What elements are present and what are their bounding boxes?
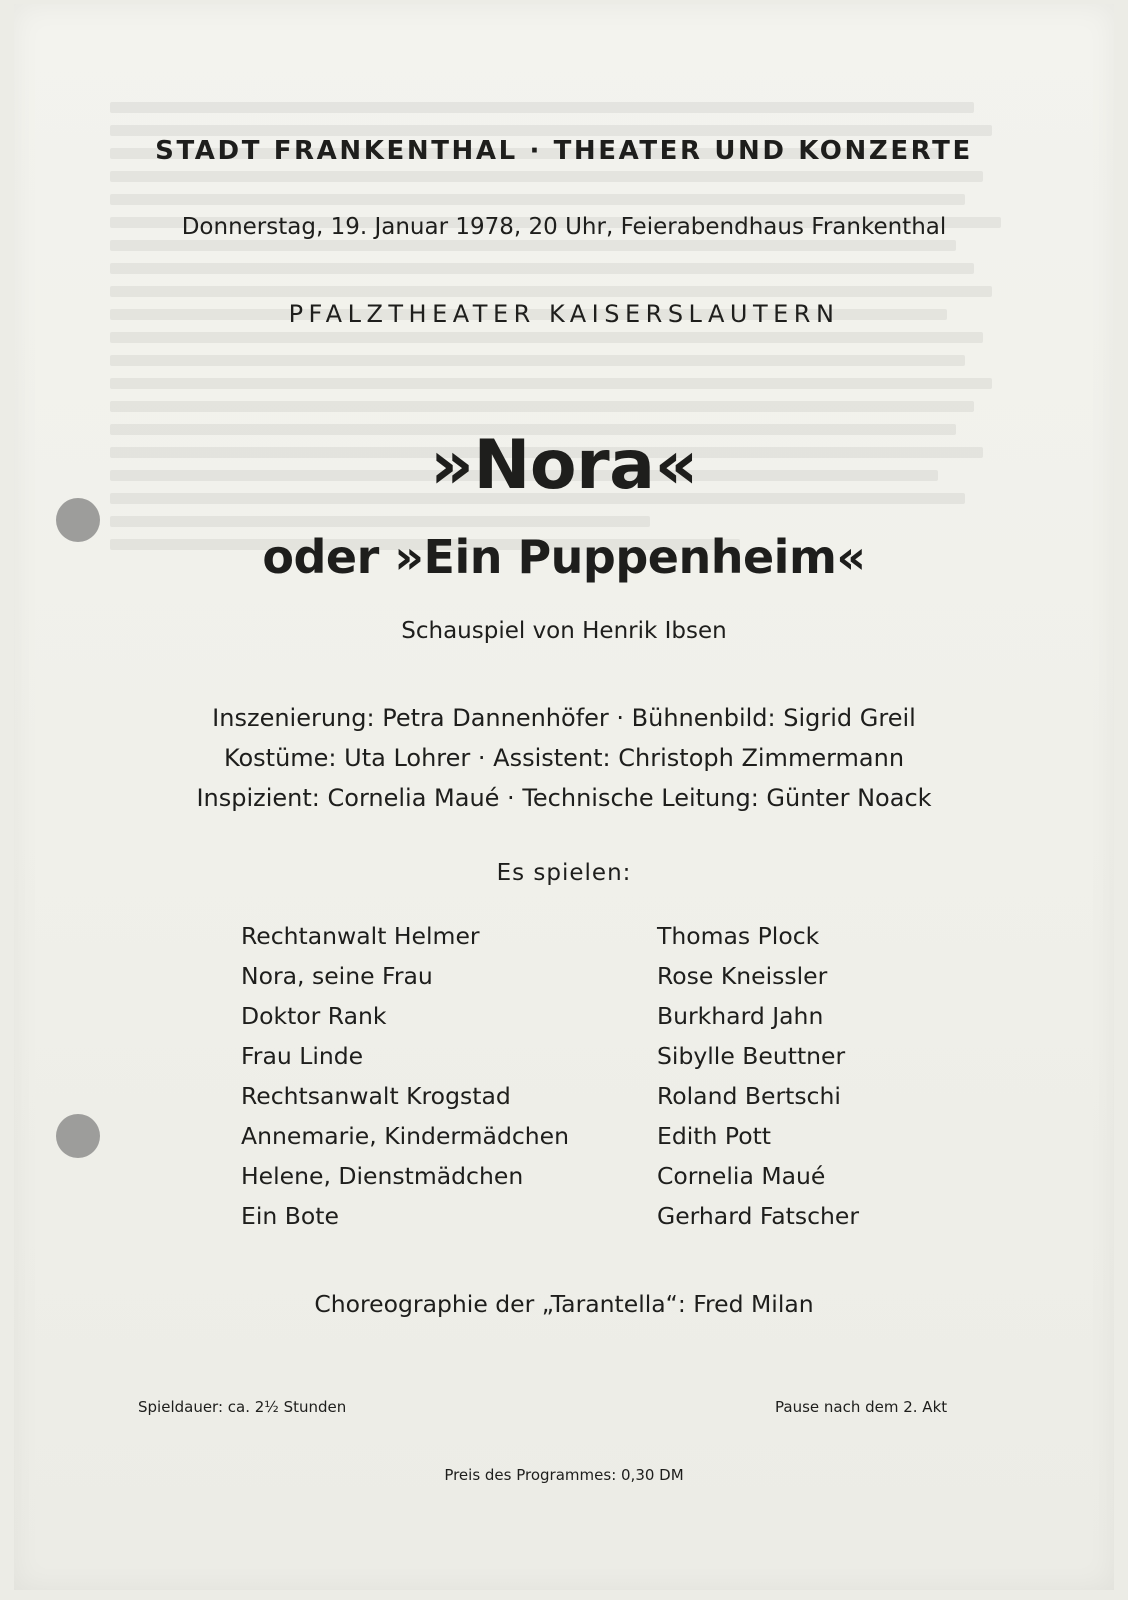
cast-actor: Sibylle Beuttner — [657, 1042, 846, 1070]
cast-actor: Edith Pott — [657, 1122, 772, 1150]
company-name: PFALZTHEATER KAISERSLAUTERN — [288, 300, 840, 328]
cast-heading: Es spielen: — [496, 860, 632, 886]
duration-note: Spieldauer: ca. 2½ Stunden — [138, 1398, 347, 1416]
pause-note: Pause nach dem 2. Akt — [775, 1398, 948, 1416]
performance-date: Donnerstag, 19. Januar 1978, 20 Uhr, Feierabendhaus Frankenthal — [181, 214, 947, 240]
cast-actor: Roland Bertschi — [657, 1082, 841, 1110]
cast-role: Frau Linde — [241, 1042, 364, 1070]
cast-role: Ein Bote — [241, 1202, 339, 1230]
cast-role: Annemarie, Kindermädchen — [241, 1122, 570, 1150]
author-line: Schauspiel von Henrik Ibsen — [401, 618, 727, 644]
cast-actor: Gerhard Fatscher — [657, 1202, 859, 1230]
credit-line: Kostüme: Uta Lohrer · Assistent: Christoph Zimmermann — [223, 744, 905, 772]
cast-actor: Cornelia Maué — [657, 1162, 826, 1190]
cast-role: Rechtsanwalt Krogstad — [241, 1082, 511, 1110]
cast-role: Doktor Rank — [241, 1002, 387, 1030]
cast-role: Nora, seine Frau — [241, 962, 433, 990]
cast-actor: Burkhard Jahn — [657, 1002, 824, 1030]
credit-line: Inszenierung: Petra Dannenhöfer · Bühnenbild: Sigrid Greil — [212, 704, 916, 732]
cast-actor: Rose Kneissler — [657, 962, 828, 990]
credit-line: Inspizient: Cornelia Maué · Technische Leitung: Günter Noack — [196, 784, 932, 812]
cast-role: Rechtanwalt Helmer — [241, 922, 480, 950]
play-title: »Nora« — [430, 426, 698, 505]
header-title: STADT FRANKENTHAL · THEATER UND KONZERTE — [155, 136, 973, 166]
program-price: Preis des Programmes: 0,30 DM — [444, 1466, 684, 1484]
choreography-credit: Choreographie der „Tarantella“: Fred Milan — [314, 1290, 814, 1318]
play-subtitle: oder »Ein Puppenheim« — [262, 530, 866, 584]
cast-actor: Thomas Plock — [657, 922, 820, 950]
punch-hole-bottom — [56, 1114, 100, 1158]
cast-role: Helene, Dienstmädchen — [241, 1162, 524, 1190]
